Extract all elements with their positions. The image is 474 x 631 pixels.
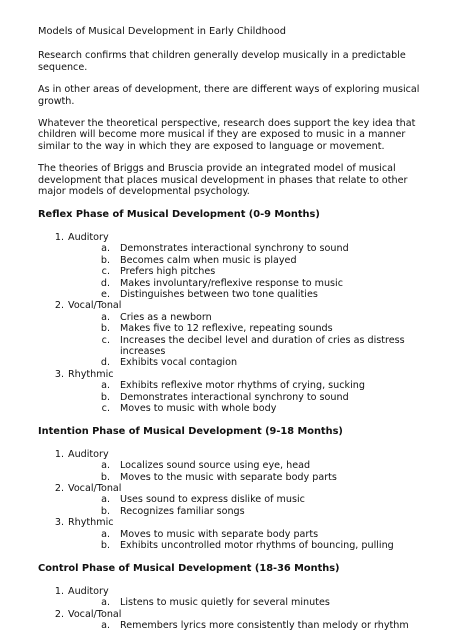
behavior-text: Remembers lyrics more consistently than melody or rhythm — [120, 620, 409, 631]
behavior-letter: a. — [101, 311, 110, 323]
behavior-letter: a. — [101, 460, 110, 472]
category-label: Vocal/Tonal — [68, 300, 122, 312]
category-number: 1. — [54, 585, 64, 597]
behavior-item — [68, 243, 438, 254]
behavior-letter: c. — [101, 402, 110, 414]
behavior-list — [68, 620, 438, 631]
behavior-text: Makes five to 12 reflexive, repeating sounds — [120, 323, 333, 335]
behavior-item — [68, 494, 438, 505]
behavior-item — [68, 540, 438, 551]
behavior-letter: b. — [100, 540, 110, 552]
behavior-text: Moves to music with whole body — [120, 402, 277, 414]
behavior-item — [68, 357, 438, 368]
behavior-letter: a. — [101, 620, 110, 631]
behavior-text: Demonstrates interactional synchrony to sound — [120, 243, 349, 255]
behavior-text: Demonstrates interactional synchrony to sound — [120, 391, 349, 403]
behavior-text: Moves to music with separate body parts — [120, 528, 319, 540]
behavior-letter: a. — [101, 597, 110, 609]
phase-sections — [38, 209, 438, 631]
category-label: Auditory — [68, 231, 109, 243]
behavior-item — [68, 278, 438, 289]
behavior-letter: a. — [101, 243, 110, 255]
behavior-text: Uses sound to express dislike of music — [120, 494, 305, 506]
category-item — [38, 300, 438, 368]
behavior-letter: d. — [100, 277, 110, 289]
category-label: Rhythmic — [68, 368, 114, 380]
behavior-item — [68, 266, 438, 277]
behavior-item — [68, 323, 438, 334]
behavior-text: Recognizes familiar songs — [120, 505, 245, 517]
category-list — [38, 449, 438, 552]
paragraph: Research confirms that children generally develop musically in a predictable sequence. — [38, 50, 406, 73]
behavior-letter: e. — [101, 288, 110, 300]
behavior-list — [68, 494, 438, 517]
section-heading: Control Phase of Musical Development (18-36 Months) — [38, 563, 340, 575]
category-item — [38, 517, 438, 551]
behavior-text: Becomes calm when music is played — [120, 254, 297, 266]
category-number: 2. — [54, 608, 64, 620]
behavior-item — [68, 597, 438, 608]
behavior-item — [68, 472, 438, 483]
behavior-item — [68, 620, 438, 631]
category-number: 3. — [54, 368, 64, 380]
category-number: 2. — [54, 483, 64, 494]
paragraph: As in other areas of development, there are different ways of exploring musical growth. — [38, 84, 420, 107]
category-item — [38, 609, 438, 631]
category-number: 2. — [54, 300, 64, 312]
behavior-item — [68, 460, 438, 471]
category-label: Auditory — [68, 448, 109, 460]
behavior-text: Distinguishes between two tone qualities — [120, 288, 318, 300]
behavior-letter: a. — [101, 494, 110, 506]
category-item — [38, 586, 438, 609]
behavior-letter: a. — [101, 528, 110, 540]
behavior-letter: b. — [100, 323, 110, 335]
behavior-text: Makes involuntary/reflexive response to music — [120, 277, 343, 289]
behavior-text: Cries as a newborn — [120, 311, 212, 323]
behavior-letter: b. — [100, 254, 110, 266]
category-label: Vocal/Tonal — [68, 483, 122, 494]
document-page — [38, 26, 438, 631]
category-list — [38, 586, 438, 631]
behavior-item — [68, 506, 438, 517]
behavior-item — [68, 403, 438, 414]
behavior-item — [68, 392, 438, 403]
behavior-item — [68, 289, 438, 300]
behavior-item — [68, 255, 438, 266]
behavior-text: Exhibits vocal contagion — [120, 357, 238, 369]
category-number: 1. — [54, 231, 64, 243]
category-item — [38, 483, 438, 517]
category-label: Rhythmic — [68, 517, 114, 529]
category-item — [38, 449, 438, 483]
behavior-list — [68, 460, 438, 483]
behavior-text: Listens to music quietly for several minutes — [120, 597, 330, 609]
behavior-letter: b. — [100, 505, 110, 517]
category-number: 3. — [54, 517, 64, 529]
category-item — [38, 232, 438, 300]
behavior-letter: c. — [101, 334, 110, 346]
behavior-letter: c. — [101, 266, 110, 278]
section-heading: Reflex Phase of Musical Development (0-9 Months) — [38, 209, 320, 221]
behavior-letter: a. — [101, 380, 110, 392]
behavior-list — [68, 597, 438, 608]
behavior-text: Prefers high pitches — [120, 266, 216, 278]
behavior-list — [68, 243, 438, 300]
category-label: Auditory — [68, 585, 109, 597]
behavior-letter: d. — [100, 357, 110, 369]
behavior-list — [68, 380, 438, 414]
category-label: Vocal/Tonal — [68, 608, 122, 620]
behavior-item — [68, 529, 438, 540]
behavior-text: Exhibits uncontrolled motor rhythms of bouncing, pulling — [120, 540, 394, 552]
document-title: Models of Musical Development in Early Childhood — [38, 26, 286, 37]
paragraph: The theories of Briggs and Bruscia provide an integrated model of musical development that places musical development in phases that relate to other major models of developmental psychology. — [38, 163, 408, 198]
paragraph: Whatever the theoretical perspective, research does support the key idea that children will become more musical if they are exposed to music in a manner similar to the way in which they are exposed to language or movement. — [38, 118, 416, 152]
category-number: 1. — [54, 448, 64, 460]
behavior-item — [68, 335, 438, 358]
section-heading: Intention Phase of Musical Development (9-18 Months) — [38, 426, 343, 438]
category-list — [38, 232, 438, 415]
behavior-letter: b. — [100, 391, 110, 403]
behavior-text: Localizes sound source using eye, head — [120, 460, 311, 472]
behavior-item — [68, 312, 438, 323]
behavior-list — [68, 529, 438, 552]
category-item — [38, 369, 438, 415]
behavior-list — [68, 312, 438, 369]
behavior-text: Moves to the music with separate body parts — [120, 471, 337, 483]
behavior-text: Increases the decibel level and duration of cries as distress increases — [120, 334, 405, 357]
behavior-text: Exhibits reflexive motor rhythms of crying, sucking — [120, 380, 365, 392]
behavior-letter: b. — [100, 471, 110, 483]
behavior-item — [68, 380, 438, 391]
